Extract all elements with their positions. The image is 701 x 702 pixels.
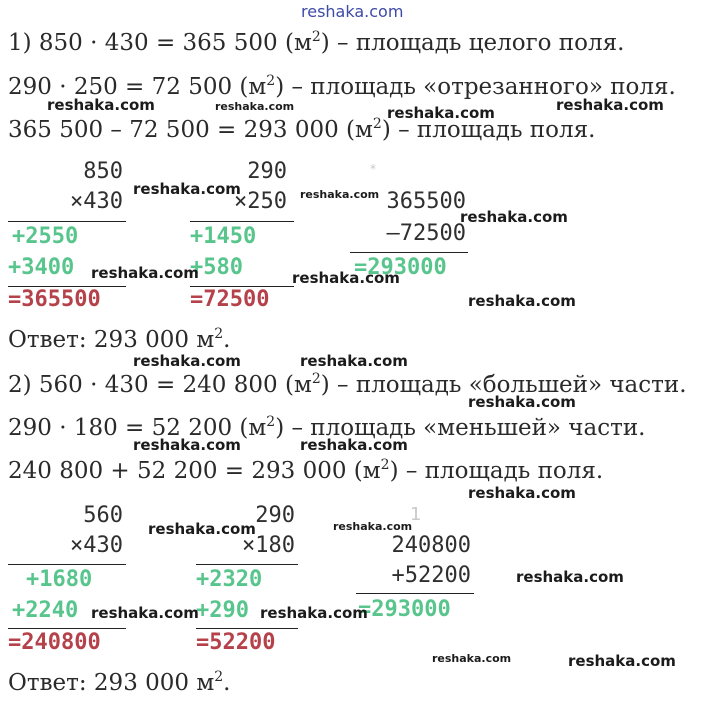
- watermark: reshaka.com: [300, 188, 380, 201]
- calc1b-partial-1: +1450: [190, 224, 257, 249]
- calc2c-result: =293000: [358, 597, 451, 622]
- part1-answer: Ответ: 293 000 $м^2$.: [8, 326, 231, 353]
- calc2c-addend-2: +52200: [391, 563, 471, 588]
- calc2a-rule-1: [8, 564, 126, 565]
- calc2b-multiplier: ×180: [242, 533, 295, 558]
- watermark: reshaka.com: [468, 484, 576, 502]
- calc2b-result: =52200: [196, 630, 276, 655]
- watermark: reshaka.com: [387, 104, 495, 122]
- watermark: reshaka.com: [91, 604, 199, 622]
- watermark: reshaka.com: [47, 96, 155, 114]
- calc1b-top: 290: [247, 159, 287, 184]
- watermark: reshaka.com: [432, 652, 512, 665]
- part1-equation-3: 365 500 – 72 500 = 293 000 $(м^2)$ – площадь поля.: [8, 116, 596, 143]
- calc2a-multiplier: ×430: [70, 533, 123, 558]
- watermark: reshaka.com: [516, 568, 624, 586]
- part2-equation-1: 2) 560 · 430 = 240 800 $(м^2)$ – площадь «большей» части.: [8, 371, 687, 398]
- calc1a-partial-1: +2550: [12, 224, 79, 249]
- calc1b-result: =72500: [190, 287, 270, 312]
- watermark: reshaka.com: [300, 352, 408, 370]
- part1-equation-1: 1) 850 · 430 = 365 500 $(м^2)$ – площадь целого поля.: [8, 29, 625, 56]
- calc1a-result: =365500: [8, 287, 101, 312]
- calc1b-rule-1: [190, 221, 294, 222]
- calc1c-subtrahend: –72500: [386, 221, 466, 246]
- calc1c-result: =293000: [354, 255, 447, 280]
- calc2c-rule: [356, 593, 474, 594]
- calc1b-multiplier: ×250: [234, 189, 287, 214]
- watermark: reshaka.com: [133, 352, 241, 370]
- calc1a-rule-1: [8, 221, 126, 222]
- calc2a-top: 560: [83, 503, 123, 528]
- part2-answer: Ответ: 293 000 $м^2$.: [8, 669, 231, 696]
- watermark: reshaka.com: [133, 180, 241, 198]
- calc1c-rule: [350, 252, 468, 253]
- watermark: reshaka.com: [148, 520, 256, 538]
- one-mark: 1: [410, 504, 422, 525]
- watermark: reshaka.com: [292, 269, 400, 287]
- watermark: reshaka.com: [568, 652, 676, 670]
- part1-equation-2: 290 · 250 = 72 500 $(м^2)$ – площадь «отрезанного» поля.: [8, 73, 676, 100]
- watermark: reshaka.com: [260, 604, 368, 622]
- watermark: reshaka.com: [460, 208, 568, 226]
- calc2b-partial-1: +2320: [196, 567, 263, 592]
- star-mark: *: [370, 162, 376, 176]
- calc2a-partial-1: +1680: [26, 567, 93, 592]
- part2-equation-3: 240 800 + 52 200 = 293 000 $(м^2)$ – площадь поля.: [8, 457, 604, 484]
- calc2b-rule-1: [196, 564, 298, 565]
- watermark: reshaka.com: [468, 292, 576, 310]
- watermark: reshaka.com: [300, 436, 408, 454]
- watermark: reshaka.com: [215, 100, 295, 113]
- calc2c-addend-1: 240800: [391, 533, 471, 558]
- calc2a-partial-2: +2240: [12, 598, 79, 623]
- calc2b-partial-2: +290: [196, 598, 249, 623]
- calc1a-top: 850: [83, 159, 123, 184]
- calc1a-multiplier: ×430: [70, 189, 123, 214]
- calc1b-partial-2: +580: [190, 255, 243, 280]
- calc1c-minuend: 365500: [386, 189, 466, 214]
- watermark: reshaka.com: [556, 96, 664, 114]
- watermark: reshaka.com: [91, 264, 199, 282]
- part2-equation-2: 290 · 180 = 52 200 $(м^2)$ – площадь «меньшей» части.: [8, 414, 646, 441]
- calc2a-result: =240800: [8, 630, 101, 655]
- watermark: reshaka.com: [133, 436, 241, 454]
- watermark: reshaka.com: [468, 393, 576, 411]
- calc1a-partial-2: +3400: [8, 255, 75, 280]
- watermark: reshaka.com: [333, 520, 413, 533]
- calc2b-top: 290: [255, 503, 295, 528]
- watermark-top: reshaka.com: [301, 2, 404, 21]
